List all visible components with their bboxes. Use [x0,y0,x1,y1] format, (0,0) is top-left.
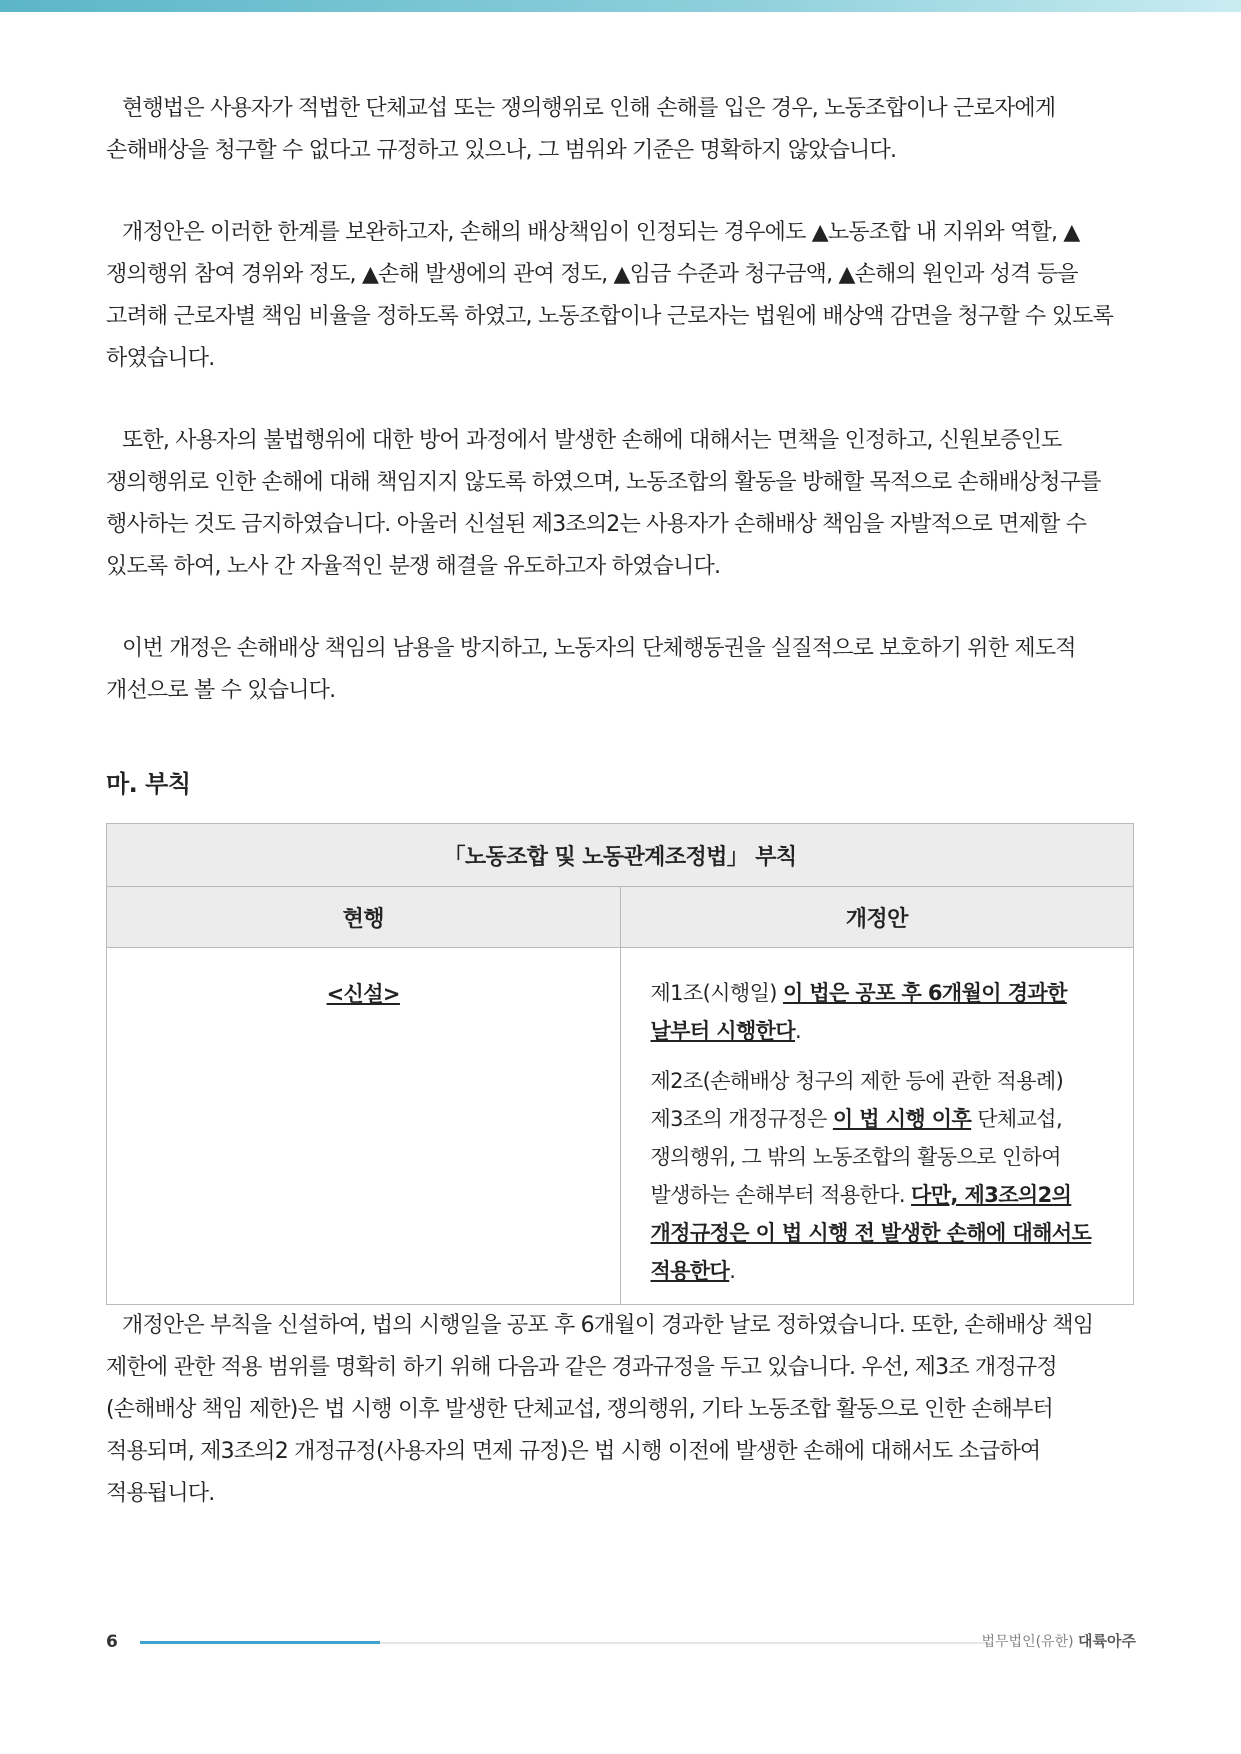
article-2 [651,1062,1106,1290]
column-header-amended: 개정안 [620,887,1134,948]
article-1-suffix: . [795,1019,802,1043]
article-2-bold2: 다만, 제3조의2의 개정규정은 이 법 시행 전 발생한 손해에 대해서도 적용한다 [650,1183,1092,1283]
paragraph-current-law: 현행법은 사용자가 적법한 단체교섭 또는 쟁의행위로 인해 손해를 입은 경우, 노동조합이나 근로자에게 손해배상을 청구할 수 없다고 규정하고 있으나, 그 범위와 기준은 명확하지 않았습니다. [106,96,1056,163]
addenda-comparison-table [106,823,1134,1305]
article-1-prefix: 제1조(시행일) [650,981,783,1005]
firm-prefix: 법무법인(유한) [981,1634,1074,1650]
paragraph-amendment-summary: 개정안은 이러한 한계를 보완하고자, 손해의 배상책임이 인정되는 경우에도 ▲노동조합 내 지위와 역할, ▲쟁의행위 참여 경위와 정도, ▲손해 발생에의 관여 정도, ▲임금 수준과 청구금액, ▲손해의 원인과 성격 등을 고려해 근로자별 책임 비율을 정하도록 하였고, 노동조합이나 근로자는 법원에 배상액 감면을 청구할 수 있도록 하였습니다. [106,220,1114,371]
top-accent-bar [0,0,1241,12]
column-header-current: 현행 [107,887,621,948]
article-1-bold: 이 법은 공포 후 6개월이 경과한 날부터 시행한다 [650,981,1067,1043]
amended-text-wrap [621,948,1134,1290]
paragraph-conclusion: 이번 개정은 손해배상 책임의 남용을 방지하고, 노동자의 단체행동권을 실질적으로 보호하기 위한 제도적 개선으로 볼 수 있습니다. [106,636,1076,703]
article-2-part2: 단체교섭, 쟁의행위, 그 밖의 노동조합의 활동으로 인하여 발생하는 손해부터 적용한다. [650,1107,1063,1207]
article-1 [651,974,1106,1050]
page-footer [106,1630,1136,1660]
firm-name [982,1630,1137,1651]
paragraph-exemptions: 또한, 사용자의 불법행위에 대한 방어 과정에서 발생한 손해에 대해서는 면책을 인정하고, 신원보증인도 쟁의행위로 인한 손해에 대해 책임지지 않도록 하였으며, 노동조합의 활동을 방해할 목적으로 손해배상청구를 행사하는 것도 금지하였습니다. 아울러 신설된 제3조의2는 사용자가 손해배상 책임을 자발적으로 면제할 수 있도록 하여, 노사 간 자율적인 분쟁 해결을 유도하고자 하였습니다. [106,428,1101,579]
page-content [106,88,1136,1555]
article-2-part1: 제2조(손해배상 청구의 제한 등에 관한 적용례) 제3조의 개정규정은 [650,1069,1064,1131]
article-2-suffix: . [729,1259,736,1283]
current-cell [107,948,621,1305]
firm-name-bold: 대륙아주 [1078,1632,1136,1650]
current-text: <신설> [326,982,400,1006]
page-number: 6 [106,1632,118,1652]
current-text-wrap [107,948,620,1008]
section-title: 마. 부칙 [106,770,191,798]
article-2-bold1: 이 법 시행 이후 [832,1107,972,1131]
paragraph-addenda-explanation: 개정안은 부칙을 신설하여, 법의 시행일을 공포 후 6개월이 경과한 날로 정하였습니다. 또한, 손해배상 책임 제한에 관한 적용 범위를 명확히 하기 위해 다음과 같은 경과규정을 두고 있습니다. 우선, 제3조 개정규정(손해배상 책임 제한)은 법 시행 이후 발생한 단체교섭, 쟁의행위, 기타 노동조합 활동으로 인한 손해부터 적용되며, 제3조의2 개정규정(사용자의 면제 규정)은 법 시행 이전에 발생한 손해에 대해서도 소급하여 적용됩니다. [106,1313,1094,1506]
table-caption: 「노동조합 및 노동관계조정법」 부칙 [107,824,1134,887]
footer-rule-accent [140,1641,380,1644]
amended-cell [620,948,1134,1305]
